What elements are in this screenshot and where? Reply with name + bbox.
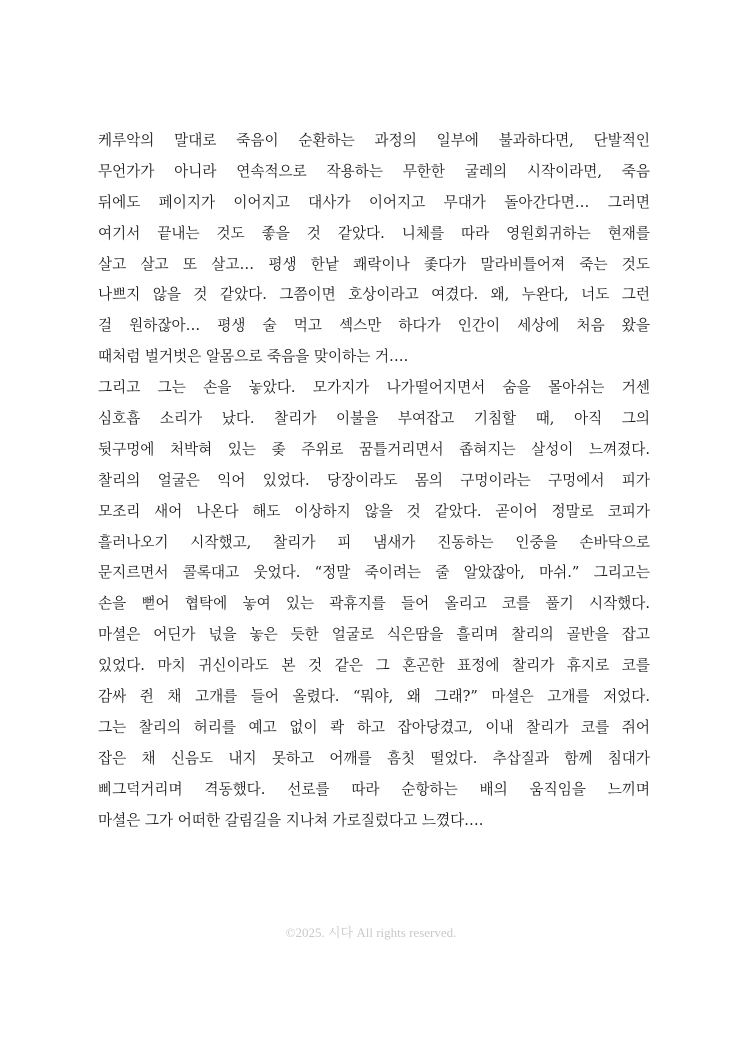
text-line: 흘러나오기 시작했고, 찰리가 피 냄새가 진동하는 인중을 손바닥으로	[98, 533, 650, 551]
body-text	[98, 126, 650, 836]
text-line: 마셜은 어딘가 넋을 놓은 듯한 얼굴로 식은땀을 흘리며 찰리의 골반을 잡고	[98, 626, 650, 644]
text-line: 걸 원하잖아… 평생 술 먹고 섹스만 하다가 인간이 세상에 처음 왔을	[98, 317, 650, 335]
text-line: 그리고 그는 손을 놓았다. 모가지가 나가떨어지면서 숨을 몰아쉬는 거센	[98, 379, 650, 397]
copyright-notice: ©2025. 시다 All rights reserved.	[285, 925, 457, 940]
text-line: 무언가가 아니라 연속적으로 작용하는 무한한 굴레의 시작이라면, 죽음	[98, 162, 650, 180]
text-line: 심호흡 소리가 났다. 찰리가 이불을 부여잡고 기침할 때, 아직 그의	[98, 410, 650, 428]
text-line: 감싸 쥔 채 고개를 들어 올렸다. “뭐야, 왜 그래?” 마셜은 고개를 저었다.	[98, 688, 650, 706]
text-line: 케루악의 말대로 죽음이 순환하는 과정의 일부에 불과하다면, 단발적인	[98, 132, 650, 149]
text-line: 살고 살고 또 살고… 평생 한낱 쾌락이나 좇다가 말라비틀어져 죽는 것도	[98, 255, 650, 273]
text-line: 잡은 채 신음도 내지 못하고 어깨를 흠칫 떨었다. 추삽질과 함께 침대가	[98, 749, 650, 767]
text-line: 손을 뻗어 협탁에 놓여 있는 곽휴지를 들어 올리고 코를 풀기 시작했다.	[98, 595, 650, 613]
text-line: 마셜은 그가 어떠한 갈림길을 지나쳐 가로질렀다고 느꼈다….	[98, 811, 484, 829]
text-line: 모조리 새어 나온다 해도 이상하지 않을 것 같았다. 곧이어 정말로 코피가	[98, 502, 650, 520]
text-line: 있었다. 마치 귀신이라도 본 것 같은 그 혼곤한 표정에 찰리가 휴지로 코를	[98, 657, 650, 675]
text-line: 뒤에도 페이지가 이어지고 대사가 이어지고 무대가 돌아간다면… 그러면	[98, 193, 650, 211]
text-line: 여기서 끝내는 것도 좋을 것 같았다. 니체를 따라 영원회귀하는 현재를	[98, 224, 650, 242]
text-line: 문지르면서 콜록대고 웃었다. “정말 죽이려는 줄 알았잖아, 마쉬.” 그리고는	[98, 564, 650, 582]
text-line: 뒷구멍에 처박혀 있는 좆 주위로 꿈틀거리면서 좁혀지는 살성이 느껴졌다.	[98, 440, 650, 458]
text-line: 찰리의 얼굴은 익어 있었다. 당장이라도 몸의 구멍이라는 구멍에서 피가	[98, 471, 650, 489]
text-line: 나쁘지 않을 것 같았다. 그쯤이면 호상이라고 여겼다. 왜, 누완다, 너도 그런	[98, 286, 650, 304]
text-line: 때처럼 벌거벗은 알몸으로 죽음을 맞이하는 거….	[98, 348, 409, 366]
text-line: 삐그덕거리며 격동했다. 선로를 따라 순항하는 배의 움직임을 느끼며	[98, 780, 650, 798]
text-line: 그는 찰리의 허리를 예고 없이 콱 하고 잡아당겼고, 이내 찰리가 코를 쥐어	[98, 718, 650, 736]
